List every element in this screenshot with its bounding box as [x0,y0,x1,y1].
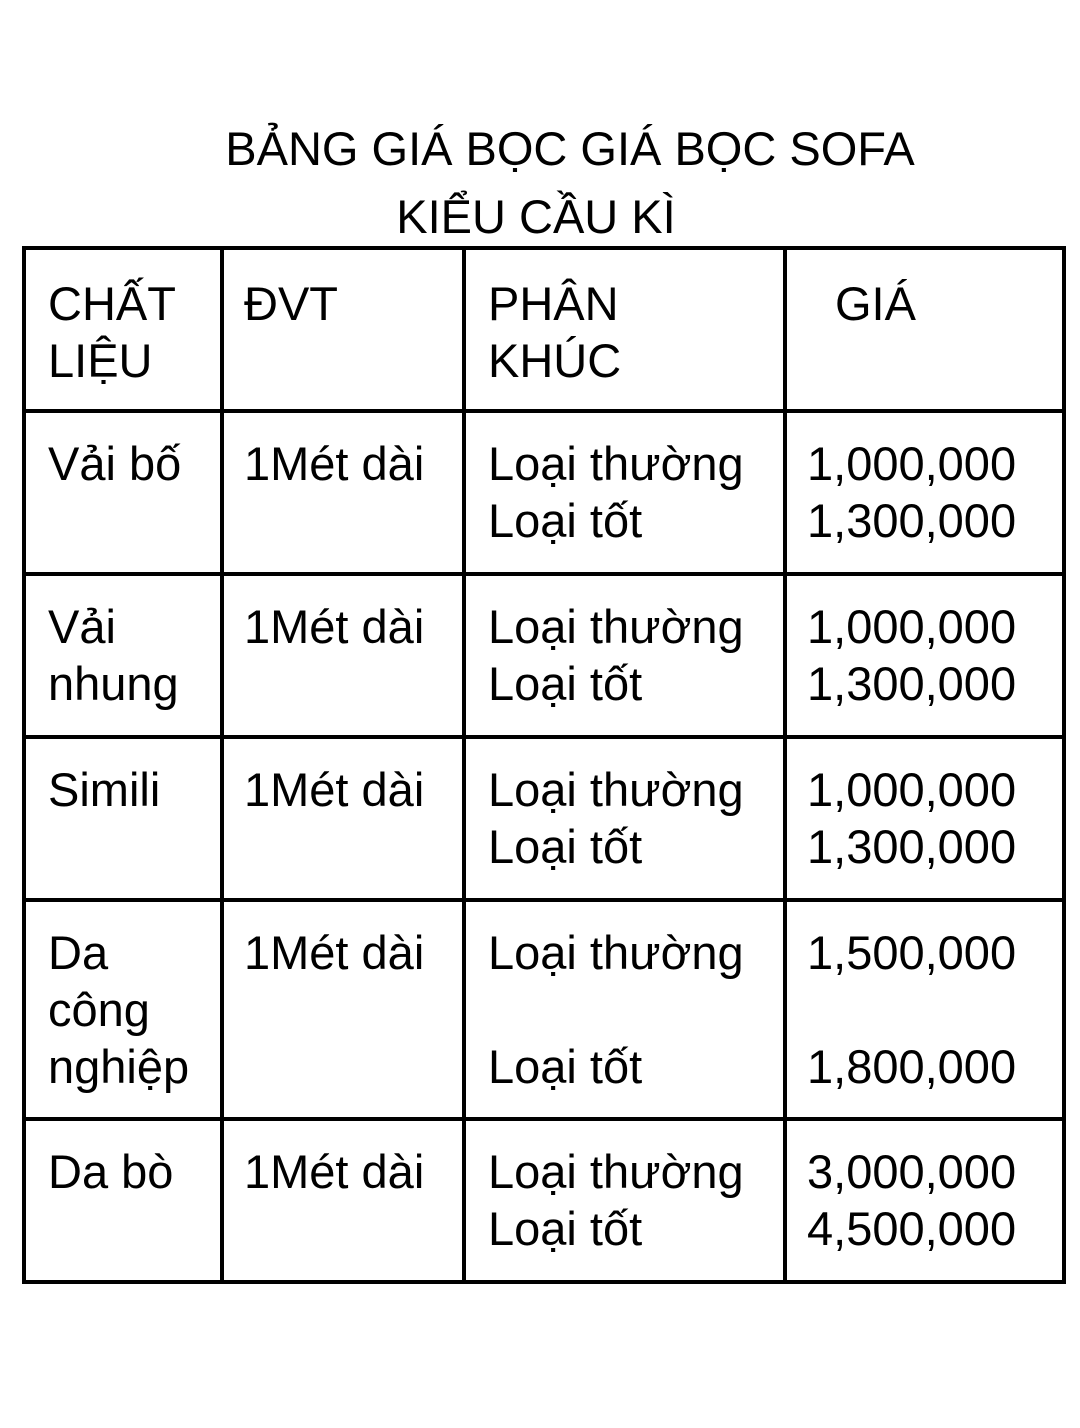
material-cell: Vải bố [24,411,222,574]
unit-cell: 1Mét dài [222,411,464,574]
unit-cell: 1Mét dài [222,737,464,900]
header-unit: ĐVT [222,248,464,411]
price-cell: 3,000,000 4,500,000 [785,1119,1064,1282]
page-title: BẢNG GIÁ BỌC GIÁ BỌC SOFA [225,122,915,175]
price-cell: 1,000,000 1,300,000 [785,411,1064,574]
unit-cell: 1Mét dài [222,574,464,737]
material-cell: Simili [24,737,222,900]
price-cell: 1,000,000 1,300,000 [785,574,1064,737]
table-row [24,900,1064,1119]
table-row [24,1119,1064,1282]
material-cell: Vải nhung [24,574,222,737]
segment-cell: Loại thường Loại tốt [464,574,785,737]
table-header-row [24,248,1064,411]
segment-cell: Loại thường Loại tốt [464,900,785,1119]
material-cell: Da công nghiệp [24,900,222,1119]
header-material: CHẤT LIỆU [24,248,222,411]
table-row [24,574,1064,737]
table-row [24,411,1064,574]
price-cell: 1,000,000 1,300,000 [785,737,1064,900]
price-cell: 1,500,000 1,800,000 [785,900,1064,1119]
table-row [24,737,1064,900]
header-segment: PHÂN KHÚC [464,248,785,411]
segment-cell: Loại thường Loại tốt [464,411,785,574]
segment-cell: Loại thường Loại tốt [464,737,785,900]
page-subtitle: KIỂU CẦU KÌ [396,190,676,243]
price-table [22,246,1066,1284]
header-price: GIÁ [785,248,1064,411]
unit-cell: 1Mét dài [222,900,464,1119]
segment-cell: Loại thường Loại tốt [464,1119,785,1282]
material-cell: Da bò [24,1119,222,1282]
unit-cell: 1Mét dài [222,1119,464,1282]
